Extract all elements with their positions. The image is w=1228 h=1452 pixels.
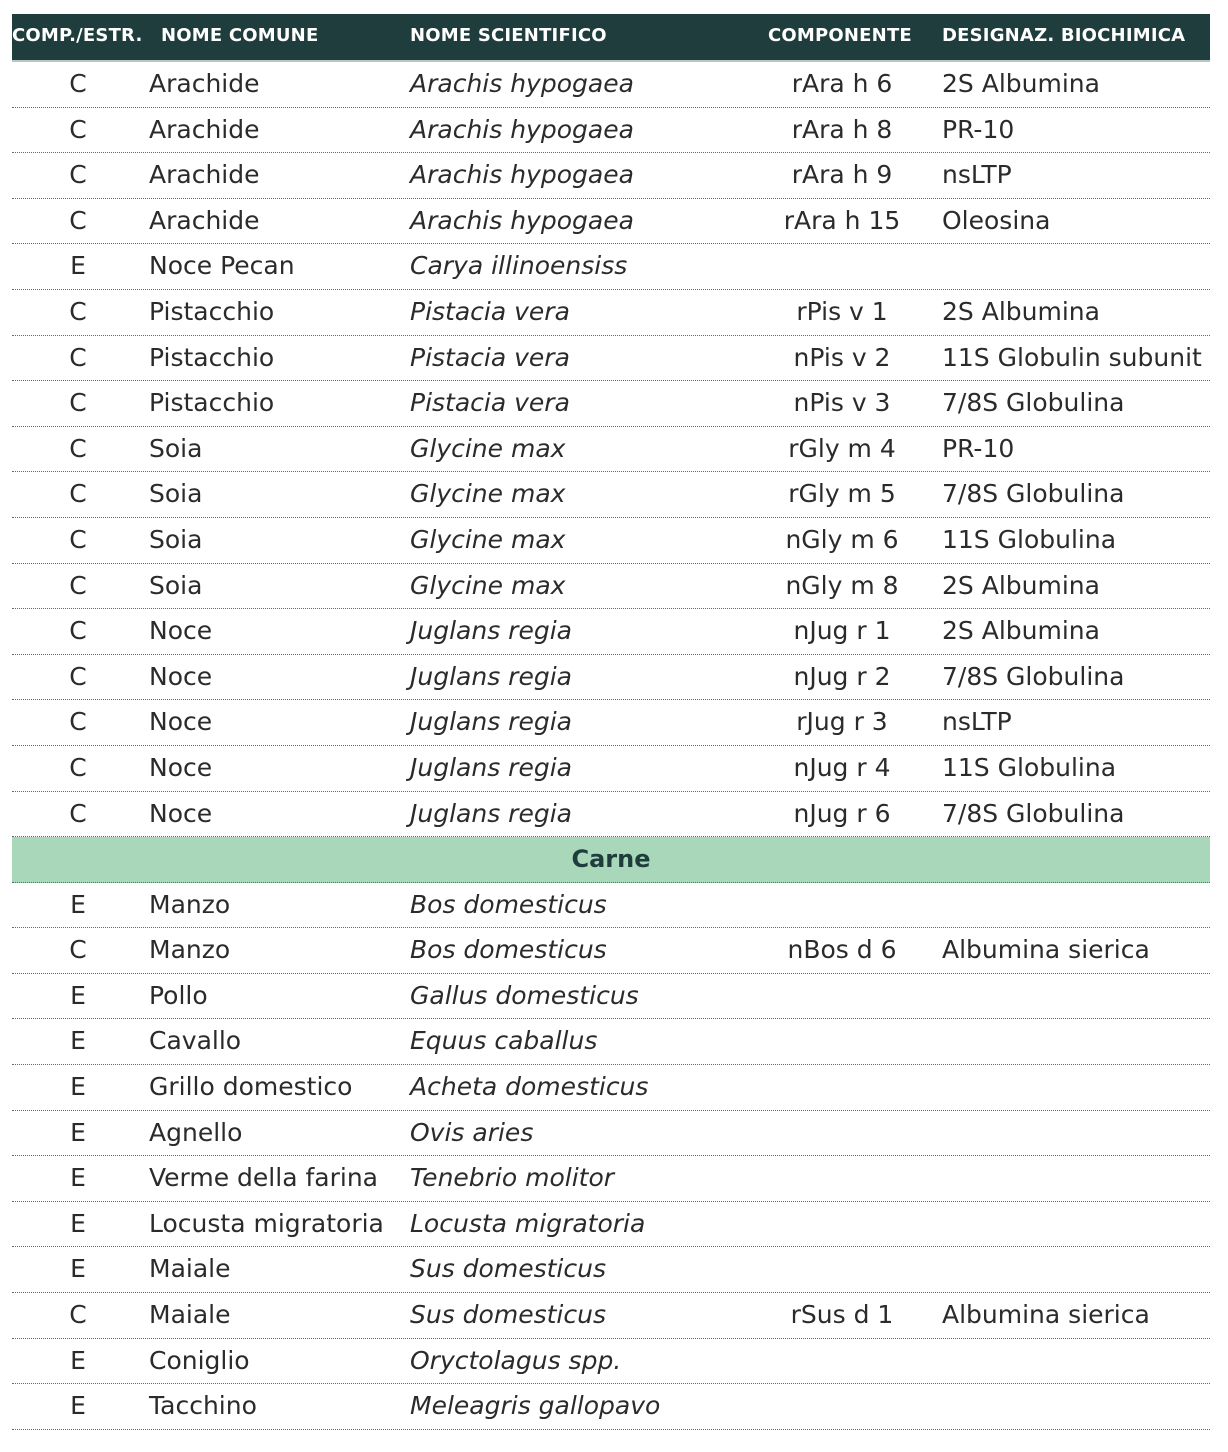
cell-component: rAra h 6 — [791, 69, 893, 98]
table-row — [12, 1019, 1210, 1065]
cell-comp-estr: C — [69, 935, 87, 965]
cell-component: rGly m 5 — [788, 479, 896, 509]
cell-biochemical-designation: PR-10 — [942, 114, 1015, 144]
table-row — [12, 108, 1210, 154]
cell-component: rGly m 4 — [788, 433, 896, 463]
table-row — [12, 974, 1210, 1020]
cell-scientific-name: Juglans regia — [410, 798, 572, 828]
cell-biochemical-designation: Albumina sierica — [942, 1300, 1150, 1330]
cell-common-name: Noce — [149, 752, 213, 782]
cell-component: rPis v 1 — [796, 296, 888, 326]
cell-biochemical-designation: 7/8S Globulina — [942, 479, 1125, 509]
table-row — [12, 1384, 1210, 1430]
cell-scientific-name: Juglans regia — [410, 707, 572, 737]
cell-scientific-name: Sus domesticus — [410, 1300, 606, 1330]
table-row — [12, 1247, 1210, 1293]
cell-component: rAra h 15 — [783, 205, 901, 235]
cell-common-name: Pollo — [149, 980, 208, 1010]
cell-biochemical-designation: 7/8S Globulina — [942, 798, 1125, 828]
cell-comp-estr: C — [69, 616, 87, 646]
cell-scientific-name: Oryctolagus spp. — [410, 1345, 622, 1375]
table-row — [12, 518, 1210, 564]
cell-biochemical-designation: PR-10 — [942, 433, 1015, 463]
table-row — [12, 153, 1210, 199]
cell-component: rAra h 8 — [791, 114, 893, 144]
cell-biochemical-designation: Albumina sierica — [942, 935, 1150, 965]
cell-comp-estr: E — [70, 1254, 86, 1284]
table-row — [12, 883, 1210, 929]
cell-component: rJug r 3 — [796, 707, 888, 737]
table-row — [12, 1156, 1210, 1202]
cell-component: nPis v 2 — [793, 342, 891, 372]
cell-common-name: Arachide — [149, 160, 260, 190]
header-biochemical-designation: DESIGNAZ. BIOCHIMICA — [942, 25, 1186, 46]
cell-common-name: Manzo — [149, 935, 231, 965]
cell-comp-estr: E — [70, 1026, 86, 1056]
cell-biochemical-designation: Oleosina — [942, 205, 1051, 235]
cell-comp-estr: E — [70, 251, 86, 281]
cell-comp-estr: C — [69, 661, 87, 691]
cell-comp-estr: C — [69, 752, 87, 782]
cell-common-name: Coniglio — [149, 1345, 250, 1375]
cell-comp-estr: C — [69, 570, 87, 600]
cell-comp-estr: C — [69, 205, 87, 235]
table-row — [12, 1111, 1210, 1157]
cell-scientific-name: Bos domesticus — [410, 935, 607, 965]
cell-comp-estr: C — [69, 798, 87, 828]
cell-common-name: Maiale — [149, 1254, 231, 1284]
cell-common-name: Tacchino — [149, 1391, 257, 1421]
cell-comp-estr: E — [70, 1072, 86, 1102]
cell-scientific-name: Pistacia vera — [410, 388, 570, 418]
cell-comp-estr: C — [69, 707, 87, 737]
cell-common-name: Soia — [149, 479, 203, 509]
cell-scientific-name: Gallus domesticus — [410, 980, 639, 1010]
cell-common-name: Soia — [149, 433, 203, 463]
table-row — [12, 928, 1210, 974]
cell-scientific-name: Locusta migratoria — [410, 1208, 646, 1238]
cell-common-name: Verme della farina — [149, 1163, 378, 1193]
cell-biochemical-designation: 11S Globulina — [942, 524, 1117, 554]
cell-scientific-name: Tenebrio molitor — [410, 1163, 615, 1193]
cell-scientific-name: Juglans regia — [410, 752, 572, 782]
table-row — [12, 381, 1210, 427]
section-row — [12, 837, 1210, 883]
cell-biochemical-designation: 2S Albumina — [942, 296, 1100, 326]
cell-comp-estr: E — [70, 1117, 86, 1147]
cell-biochemical-designation: 7/8S Globulina — [942, 661, 1125, 691]
cell-common-name: Pistacchio — [149, 388, 275, 418]
cell-common-name: Manzo — [149, 889, 231, 919]
cell-component: nBos d 6 — [787, 935, 897, 965]
cell-common-name: Cavallo — [149, 1026, 242, 1056]
cell-component: rSus d 1 — [790, 1300, 894, 1330]
cell-scientific-name: Acheta domesticus — [410, 1072, 649, 1102]
cell-common-name: Locusta migratoria — [149, 1208, 384, 1238]
cell-scientific-name: Arachis hypogaea — [410, 114, 634, 144]
cell-comp-estr: E — [70, 1163, 86, 1193]
cell-scientific-name: Arachis hypogaea — [410, 205, 634, 235]
cell-scientific-name: Arachis hypogaea — [410, 69, 634, 98]
cell-scientific-name: Carya illinoensiss — [410, 251, 628, 281]
cell-comp-estr: E — [70, 1391, 86, 1421]
header-common-name: NOME COMUNE — [161, 25, 319, 46]
table-row — [12, 746, 1210, 792]
cell-component: nJug r 4 — [793, 752, 891, 782]
table-row — [12, 336, 1210, 382]
header-component: COMPONENTE — [768, 25, 912, 46]
cell-common-name: Noce Pecan — [149, 251, 295, 281]
cell-scientific-name: Glycine max — [410, 524, 566, 554]
cell-common-name: Grillo domestico — [149, 1072, 353, 1102]
cell-component: rAra h 9 — [791, 160, 893, 190]
cell-comp-estr: C — [69, 342, 87, 372]
cell-comp-estr: C — [69, 524, 87, 554]
cell-common-name: Pistacchio — [149, 342, 275, 372]
cell-comp-estr: C — [69, 114, 87, 144]
cell-component: nJug r 2 — [793, 661, 891, 691]
cell-scientific-name: Meleagris gallopavo — [410, 1391, 661, 1421]
header-comp-estr: COMP./ESTR. — [12, 25, 143, 46]
cell-scientific-name: Equus caballus — [410, 1026, 598, 1056]
table-body — [12, 62, 1210, 1430]
table-row — [12, 792, 1210, 838]
table-row — [12, 62, 1210, 108]
cell-biochemical-designation: 2S Albumina — [942, 616, 1100, 646]
cell-comp-estr: E — [70, 1208, 86, 1238]
header-scientific-name: NOME SCIENTIFICO — [410, 25, 607, 46]
cell-comp-estr: E — [70, 1345, 86, 1375]
cell-biochemical-designation: 11S Globulina — [942, 752, 1117, 782]
table-row — [12, 427, 1210, 473]
cell-scientific-name: Ovis aries — [410, 1117, 534, 1147]
table-row — [12, 1293, 1210, 1339]
cell-scientific-name: Juglans regia — [410, 616, 572, 646]
cell-component: nPis v 3 — [793, 388, 891, 418]
cell-common-name: Soia — [149, 570, 203, 600]
cell-comp-estr: E — [70, 980, 86, 1010]
cell-component: nGly m 6 — [785, 524, 899, 554]
cell-component: nJug r 1 — [793, 616, 891, 646]
cell-biochemical-designation: nsLTP — [942, 160, 1012, 190]
cell-common-name: Maiale — [149, 1300, 231, 1330]
cell-common-name: Agnello — [149, 1117, 243, 1147]
cell-common-name: Noce — [149, 798, 213, 828]
cell-component: nGly m 8 — [785, 570, 899, 600]
table-row — [12, 1065, 1210, 1111]
cell-biochemical-designation: 2S Albumina — [942, 69, 1100, 98]
cell-scientific-name: Pistacia vera — [410, 342, 570, 372]
cell-scientific-name: Glycine max — [410, 433, 566, 463]
cell-biochemical-designation: 2S Albumina — [942, 570, 1100, 600]
allergen-table — [12, 14, 1210, 1430]
cell-comp-estr: C — [69, 160, 87, 190]
table-row — [12, 609, 1210, 655]
table-row — [12, 472, 1210, 518]
cell-comp-estr: C — [69, 479, 87, 509]
cell-common-name: Arachide — [149, 114, 260, 144]
table-row — [12, 199, 1210, 245]
table-row — [12, 1202, 1210, 1248]
cell-scientific-name: Glycine max — [410, 570, 566, 600]
cell-common-name: Arachide — [149, 205, 260, 235]
cell-scientific-name: Sus domesticus — [410, 1254, 606, 1284]
table-row — [12, 700, 1210, 746]
cell-comp-estr: C — [69, 296, 87, 326]
cell-scientific-name: Pistacia vera — [410, 296, 570, 326]
cell-component: nJug r 6 — [793, 798, 891, 828]
table-row — [12, 244, 1210, 290]
cell-common-name: Noce — [149, 661, 213, 691]
cell-common-name: Noce — [149, 616, 213, 646]
section-label: Carne — [571, 845, 651, 874]
cell-comp-estr: C — [69, 433, 87, 463]
table-header — [12, 14, 1210, 62]
cell-comp-estr: C — [69, 69, 87, 98]
table-row — [12, 655, 1210, 701]
cell-comp-estr: C — [69, 1300, 87, 1330]
cell-biochemical-designation: 11S Globulin subunit — [942, 342, 1202, 372]
cell-common-name: Pistacchio — [149, 296, 275, 326]
cell-common-name: Soia — [149, 524, 203, 554]
table-row — [12, 290, 1210, 336]
table-row — [12, 564, 1210, 610]
cell-biochemical-designation: 7/8S Globulina — [942, 388, 1125, 418]
cell-comp-estr: C — [69, 388, 87, 418]
cell-comp-estr: E — [70, 889, 86, 919]
cell-common-name: Noce — [149, 707, 213, 737]
cell-scientific-name: Glycine max — [410, 479, 566, 509]
table-row — [12, 1339, 1210, 1385]
cell-biochemical-designation: nsLTP — [942, 707, 1012, 737]
cell-scientific-name: Arachis hypogaea — [410, 160, 634, 190]
cell-scientific-name: Juglans regia — [410, 661, 572, 691]
cell-scientific-name: Bos domesticus — [410, 889, 607, 919]
cell-common-name: Arachide — [149, 69, 260, 98]
